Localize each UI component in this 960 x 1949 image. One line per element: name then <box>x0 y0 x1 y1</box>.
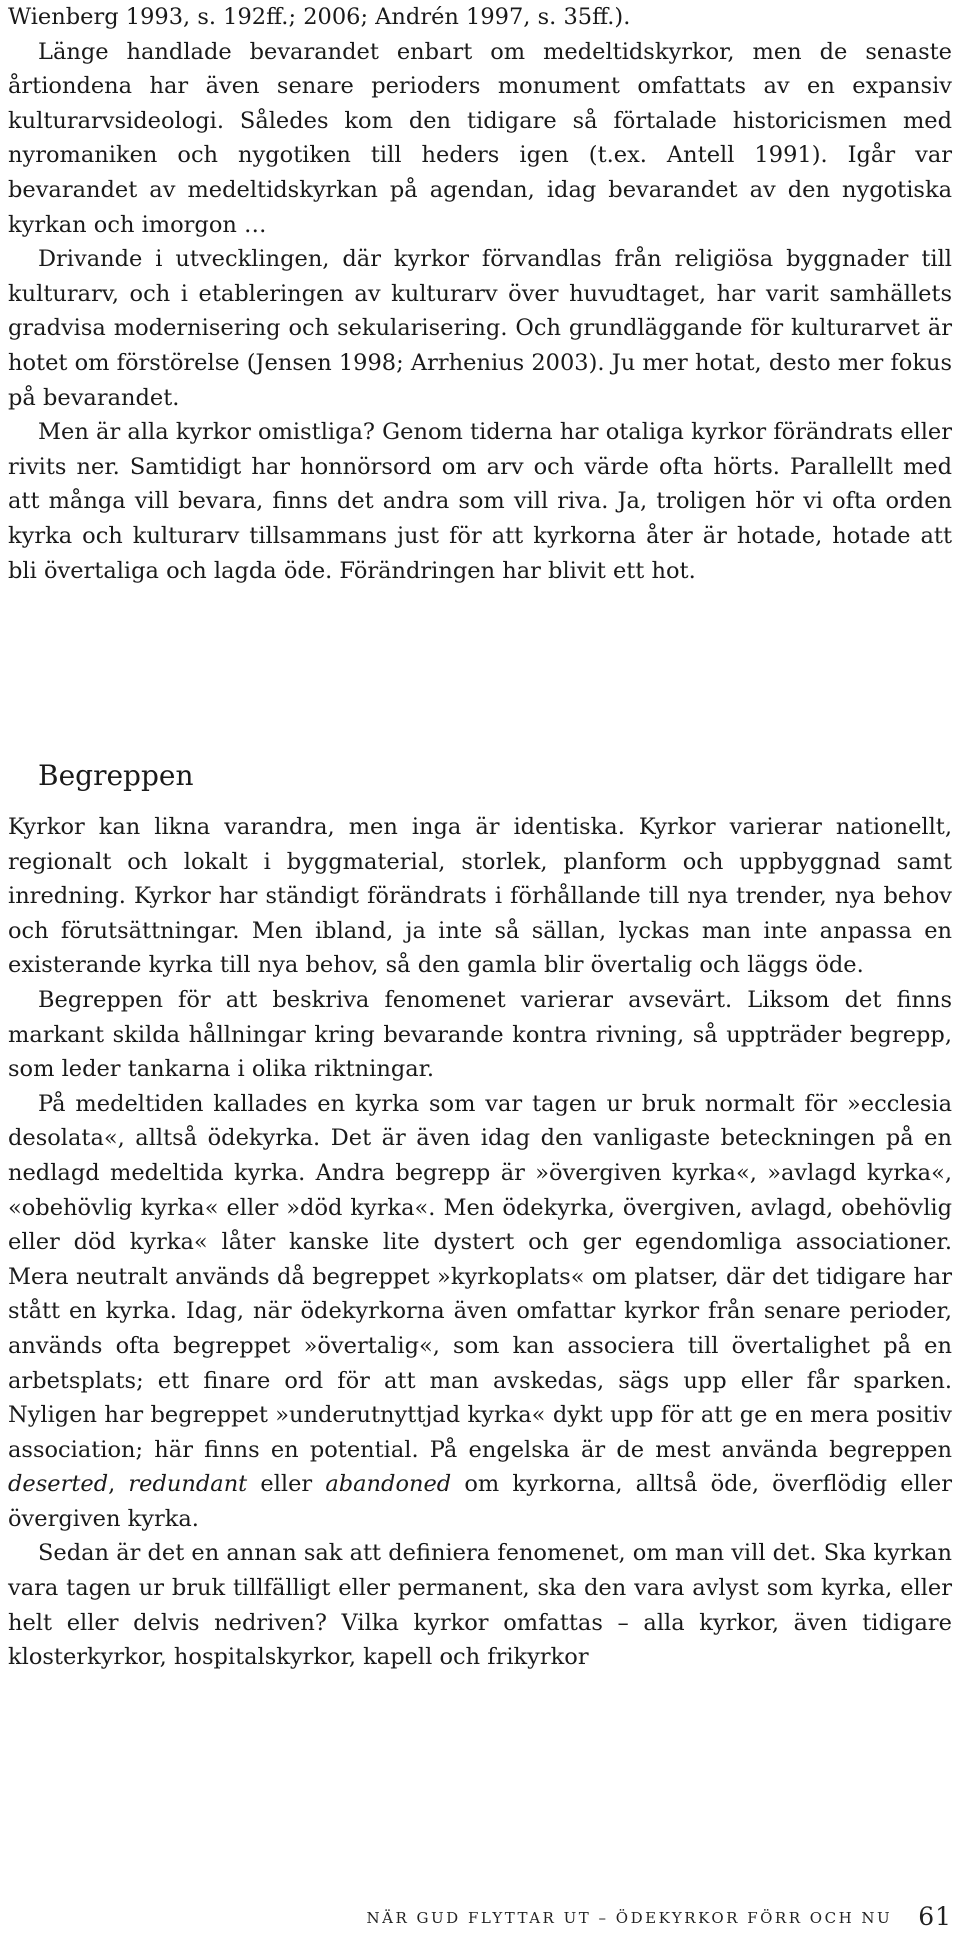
paragraph: Begreppen för att beskriva fenomenet varierar avsevärt. Liksom det finns markant skilda hållningar kring bevarande kontra rivning, så uppträder begrepp, som leder tankarna i olika riktningar. <box>8 986 952 1083</box>
term-separator: eller <box>247 1471 326 1498</box>
paragraph: Wienberg 1993, s. 192ff.; 2006; Andrén 1997, s. 35ff.). <box>8 4 631 30</box>
running-title: NÄR GUD FLYTTAR UT – ÖDEKYRKOR FÖRR OCH NU <box>366 1909 893 1927</box>
paragraph: Sedan är det en annan sak att definiera fenomenet, om man vill det. Ska kyrkan vara tagen ur bruk tillfälligt eller permanent, ska den vara avlyst som kyrka, eller helt eller delvis nedriven? Vilka kyrkor omfattas – alla kyrkor, även tidigare klosterkyrkor, hospitalskyrkor, kapell och frikyrkor <box>8 1540 952 1671</box>
paragraph: Drivande i utvecklingen, där kyrkor förvandlas från religiösa byggnader till kulturarv, och i etableringen av kulturarv över huvudtaget, har varit samhällets gradvisa modernisering och sekularisering. Och grundläggande för kulturarvet är hotet om förstörelse (Jensen 1998; Arrhenius 2003). Ju mer hotat, desto mer fokus på bevarandet. <box>8 246 952 411</box>
section-heading: Begreppen <box>38 759 194 792</box>
italic-term: redundant <box>128 1471 248 1498</box>
body-text-section <box>8 810 952 1675</box>
page-footer <box>367 1902 953 1933</box>
italic-term: abandoned <box>325 1471 452 1498</box>
paragraph-with-italics <box>8 1087 952 1537</box>
paragraph: Men är alla kyrkor omistliga? Genom tiderna har otaliga kyrkor förändrats eller rivits ner. Samtidigt har honnörsord om arv och värde ofta hörts. Parallellt med att många vill bevara, finns det andra som vill riva. Ja, troligen hör vi ofta orden kyrka och kulturarv tillsammans just för att kyrkorna åter är hotade, hotade att bli övertaliga och lagda öde. Förändringen har blivit ett hot. <box>8 419 952 584</box>
term-separator: , <box>108 1471 129 1498</box>
paragraph-text: På medeltiden kallades en kyrka som var tagen ur bruk normalt för »ecclesia desolata«, alltså ödekyrka. Det är även idag den vanligaste beteckningen på en nedlagd medeltida kyrka. Andra begrepp är »övergiven kyrka«, »avlagd kyrka«, «obehövlig kyrka« eller »död kyrka«. Men ödekyrka, övergiven, avlagd, obehövlig eller död kyrka« låter kanske lite dystert och ger egendomliga associationer. Mera neutralt används då begreppet »kyrkoplats« om platser, där det tidigare har stått en kyrka. Idag, när ödekyrkorna även omfattar kyrkor från senare perioder, används ofta begreppet »övertalig«, som kan associera till övertalighet på en arbetsplats; ett finare ord för att man avskedas, sägs upp eller får sparken. Nyligen har begreppet »underutnyttjad kyrka« dykt upp för att ge en mera positiv association; här finns en potential. På engelska är de mest använda begreppen <box>8 1090 952 1463</box>
page-number: 61 <box>918 1902 952 1931</box>
italic-term: deserted <box>8 1471 109 1498</box>
body-text-top <box>8 0 952 588</box>
paragraph: Länge handlade bevarandet enbart om medeltidskyrkor, men de senaste årtiondena har även senare perioders monument omfattats av en expansiv kulturarvsideologi. Således kom den tidigare så förtalade historicismen med nyromaniken och nygotiken till heders igen (t.ex. Antell 1991). Igår var bevarandet av medeltidskyrkan på agendan, idag bevarandet av den nygotiska kyrkan och imorgon … <box>8 38 952 238</box>
paragraph-tail: om kyrkorna, alltså öde, överflödig eller övergiven kyrka. <box>8 1471 952 1532</box>
paragraph: Kyrkor kan likna varandra, men inga är identiska. Kyrkor varierar nationellt, regionalt och lokalt i byggmaterial, storlek, planform och uppbyggnad samt inredning. Kyrkor har ständigt förändrats i förhållande till nya trender, nya behov och förutsättningar. Men ibland, ja inte så sällan, lyckas man inte anpassa en existerande kyrka till nya behov, så den gamla blir övertalig och läggs öde. <box>8 814 952 979</box>
